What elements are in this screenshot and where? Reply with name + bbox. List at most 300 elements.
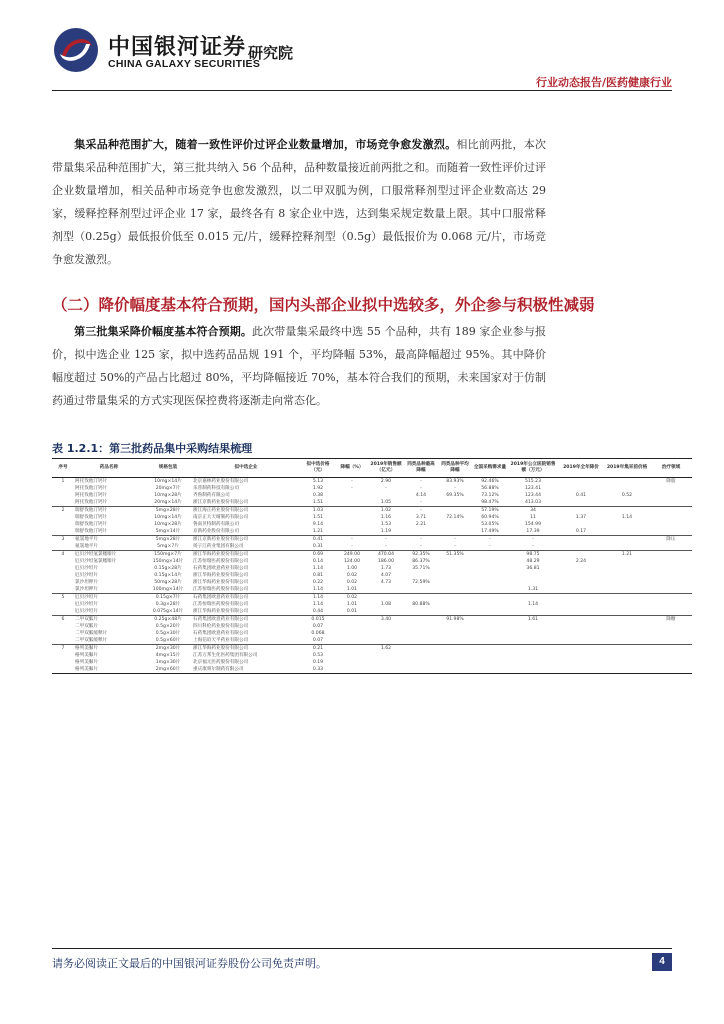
table-row	[52, 485, 692, 492]
table-cell: 1.73	[380, 566, 392, 571]
table-cell: 0.5g×20片	[155, 624, 181, 629]
table-cell	[604, 659, 650, 666]
table-cell: 降压	[666, 537, 676, 542]
table-body	[52, 478, 692, 674]
table-cell	[52, 637, 74, 645]
table-cell: 1mg×30片	[155, 660, 181, 665]
table-cell: 氯沙坦钾片	[74, 586, 144, 594]
table-cell	[472, 623, 508, 630]
table-cell	[508, 630, 558, 637]
table-cell	[438, 601, 472, 608]
table-cell	[650, 507, 692, 515]
table-cell	[558, 485, 604, 492]
table-cell	[604, 499, 650, 507]
table-cell	[558, 666, 604, 674]
table-cell: 厄贝沙坦氢氯噻嗪片	[75, 559, 117, 564]
table-cell: 0.02	[346, 573, 358, 578]
table-cell	[558, 572, 604, 579]
table-cell: 浙江华海药业股份有限公司	[192, 608, 300, 616]
table-cell: 1.01	[336, 586, 368, 594]
paragraph-procurement-scope	[52, 133, 546, 271]
table-cell	[650, 659, 692, 666]
table-row	[52, 623, 692, 630]
table-cell	[438, 623, 472, 630]
table-cell: 1	[61, 479, 65, 484]
table-cell: 北京福元医药股份有限公司	[193, 660, 249, 665]
table-cell: 石药集团欧意药业有限公司	[193, 566, 249, 571]
table-cell: 格列美脲片	[75, 653, 98, 658]
table-header-cell: 拟中选企业	[234, 465, 258, 470]
table-cell: 1.21	[300, 528, 336, 536]
table-cell: 17.49%	[472, 528, 508, 536]
table-cell: 98.75	[526, 552, 540, 557]
table-row	[52, 499, 692, 507]
table-cell	[472, 558, 508, 565]
table-cell: 浙江华海药业股份有限公司	[193, 573, 249, 578]
table-cell: -	[351, 537, 353, 542]
table-cell	[438, 572, 472, 579]
table-cell: 123.41	[524, 486, 542, 491]
table-cell: 1.14	[312, 566, 324, 571]
table-cell	[650, 630, 692, 637]
table-cell: -	[420, 479, 422, 484]
table-cell	[438, 630, 472, 637]
table-cell: 10mg×14片	[154, 515, 182, 520]
table-cell: 83.93%	[446, 479, 464, 484]
table-cell: 1.51	[312, 515, 324, 520]
table-cell	[604, 485, 650, 492]
table-cell	[604, 572, 650, 579]
table-header-cell: 降幅（%）	[340, 465, 364, 470]
table-cell	[404, 572, 438, 579]
table-cell: 0.22	[312, 580, 324, 585]
table-cell: 7	[61, 646, 65, 651]
table-row	[52, 543, 692, 551]
table-cell: 51.35%	[446, 552, 464, 557]
table-cell: 0.01	[336, 608, 368, 616]
table-cell: 1.51	[300, 499, 336, 507]
table-header-cell: 同类品种平均降幅	[441, 462, 469, 473]
paragraph-body: 相比前两批，本次带量集采品种范围扩大，第三批共纳入 56 个品种，品种数量接近前两批之和。而随着一致性评价过评企业数量增加，相关品种市场竞争也愈发激烈，以二甲双胍为例，口服常释剂型过评企业数高达 29 家，缓释控释剂型过评企业 17 家，最终各有 8 家企业中选，达到集采规定数量上限。其中口服常释剂型（0.25g）最低报价低至 0.015 元/片，缓释控释剂型（0.5g）最低报价为 0.068 元/片，市场竞争愈发激烈。	[52, 138, 547, 266]
table-cell	[558, 565, 604, 572]
table-row	[52, 659, 692, 666]
table-cell: 154.99	[524, 522, 542, 527]
table-cell: 3	[61, 537, 65, 542]
table-cell: 石药集团欧意药业有限公司	[193, 617, 249, 622]
table-cell	[508, 623, 558, 630]
table-cell: 35.71%	[412, 566, 430, 571]
table-cell: 1.14	[300, 586, 336, 594]
table-cell: 0.5g×30片	[155, 631, 181, 636]
table-cell: 5mg×7片	[144, 543, 192, 551]
table-row	[52, 565, 692, 572]
table-cell	[558, 551, 604, 559]
table-cell: 1.21	[621, 552, 633, 557]
table-cell	[336, 507, 368, 515]
table-cell: -	[420, 486, 422, 491]
table-cell: 5mg×14片	[144, 528, 192, 536]
table-cell	[438, 528, 472, 536]
table-cell	[438, 659, 472, 666]
table-cell: 69.35%	[446, 493, 464, 498]
table-cell: 扬子江药业集团有限公司	[192, 543, 300, 551]
table-cell	[508, 652, 558, 659]
table-cell	[650, 594, 692, 602]
table-header-cell: 2019年集采前价格	[606, 465, 648, 470]
table-cell	[336, 637, 368, 645]
table-cell	[52, 608, 74, 616]
table-cell: 98.47%	[472, 499, 508, 507]
table-cell	[368, 594, 404, 602]
table-cell	[650, 652, 692, 659]
table-cell: 0.41	[312, 537, 324, 542]
table-cell: 江苏恒瑞医药股份有限公司	[192, 586, 300, 594]
table-cell	[404, 666, 438, 674]
table-cell	[650, 521, 692, 528]
table-cell	[558, 630, 604, 637]
table-cell: 1.03	[312, 508, 324, 513]
table-cell	[558, 536, 604, 544]
table-header-cell: 规格包装	[158, 465, 178, 470]
table-row	[52, 666, 692, 674]
table-cell: 浙江华海药业股份有限公司	[193, 646, 249, 651]
table-cell	[472, 652, 508, 659]
table-cell	[336, 499, 368, 507]
table-cell: 50mg×28片	[154, 580, 182, 585]
table-cell	[52, 659, 74, 666]
table-cell: 150mg×7片	[154, 552, 182, 557]
table-cell: 0.15g×14片	[154, 573, 182, 578]
table-header-cell: 治疗领域	[661, 465, 681, 470]
table-cell: 氯沙坦钾片	[75, 580, 98, 585]
table-cell	[52, 601, 74, 608]
table-cell: -	[420, 537, 422, 542]
page-number: 4	[652, 953, 672, 971]
table-cell: 1.14	[312, 602, 324, 607]
table-cell	[404, 659, 438, 666]
table-cell: 72.59%	[412, 580, 430, 585]
table-row	[52, 558, 692, 565]
table-cell: 515.23	[524, 479, 542, 484]
table-row	[52, 594, 692, 602]
table-cell	[438, 645, 472, 653]
table-cell: 重庆康刻尔制药有限公司	[192, 666, 300, 674]
table-cell: 格列美脲片	[75, 646, 98, 651]
table-cell	[368, 630, 404, 637]
table-cell: 10mg×28片	[154, 522, 182, 527]
table-cell	[404, 630, 438, 637]
table-cell	[404, 608, 438, 616]
table-cell: 阿托伐他汀钙片	[75, 486, 108, 491]
table-cell: 0.14	[312, 559, 324, 564]
table-cell: 124.00	[343, 559, 361, 564]
table-cell: 6	[61, 617, 65, 622]
table-cell	[508, 579, 558, 586]
table-cell: 0.25g×48片	[154, 617, 182, 622]
table-cell	[650, 601, 692, 608]
table-cell	[404, 528, 438, 536]
table-cell: 0.15g×28片	[154, 566, 182, 571]
table-cell	[604, 652, 650, 659]
table-cell	[472, 666, 508, 674]
table-cell: 10mg×14片	[154, 479, 182, 484]
table-cell: 20mg×7片	[155, 486, 181, 491]
table-cell	[604, 507, 650, 515]
table-cell	[604, 543, 650, 551]
table-cell: 阿托伐他汀钙片	[74, 499, 144, 507]
table-cell: 2mg×30片	[155, 646, 181, 651]
table-cell	[404, 645, 438, 653]
table-cell: 0.07	[300, 637, 336, 645]
table-cell: -	[438, 543, 472, 551]
table-cell: 470.04	[377, 552, 395, 557]
table-cell	[472, 608, 508, 616]
table-cell: 江苏万邦生化医药集团有限公司	[193, 653, 258, 658]
table-cell: 0.44	[300, 608, 336, 616]
table-cell: 0.81	[312, 573, 324, 578]
table-cell	[650, 492, 692, 499]
table-cell	[558, 543, 604, 551]
table-cell: 1.16	[380, 515, 392, 520]
table-cell: 0.3g×28片	[155, 602, 181, 607]
table-cell: 瑞舒伐他汀钙片	[75, 522, 108, 527]
table-cell	[336, 652, 368, 659]
table-cell: 2	[61, 508, 65, 513]
table-cell: 齐鲁制药有限公司	[193, 493, 230, 498]
table-row	[52, 492, 692, 499]
table-cell: -	[385, 486, 387, 491]
table-cell: 92.46%	[481, 479, 499, 484]
section-title: （二）降价幅度基本符合预期，国内头部企业拟中选较多，外企参与积极性减弱	[52, 296, 595, 314]
table-row	[52, 528, 692, 536]
table-cell	[604, 528, 650, 536]
table-cell: -	[404, 499, 438, 507]
table-cell	[404, 652, 438, 659]
table-cell	[558, 579, 604, 586]
table-cell	[650, 543, 692, 551]
brand-name-en: CHINA GALAXY SECURITIES	[108, 58, 261, 70]
table-header-cell: 同类品种最高降幅	[407, 462, 435, 473]
table-cell	[336, 630, 368, 637]
table-header-cell: 序号	[58, 465, 68, 470]
table-cell	[650, 586, 692, 594]
paragraph-body: 此次带量集采最终中选 55 个品种，共有 189 家企业参与报价，拟中选企业 125 家，拟中选药品品规 191 个，平均降幅 53%，最高降幅超过 95%。其中降价幅度超过 50%的产品占比超过 80%，平均降幅接近 70%，基本符合我们的预期，未来国家对于仿制药通过带量集采的方式实现医保控费将逐渐走向常态化。	[52, 325, 546, 407]
table-cell: 浙江京新药业股份有限公司	[192, 499, 300, 507]
table-cell	[558, 586, 604, 594]
institute-label: 研究院	[248, 44, 294, 62]
table-cell: -	[385, 537, 387, 542]
table-cell	[604, 521, 650, 528]
table-cell: 瑞舒伐他汀钙片	[75, 508, 108, 513]
table-cell	[336, 659, 368, 666]
table-cell: 1.37	[575, 515, 587, 520]
table-cell	[604, 630, 650, 637]
table-cell	[472, 572, 508, 579]
table-cell: 石药集团欧意药业有限公司	[193, 631, 249, 636]
table-cell: 2.21	[415, 522, 427, 527]
table-cell: 厄贝沙坦片	[75, 573, 98, 578]
table-cell: 34	[530, 508, 536, 513]
table-cell	[438, 666, 472, 674]
table-row	[52, 637, 692, 645]
table-cell	[52, 666, 74, 674]
table-cell	[650, 551, 692, 559]
table-cell	[650, 528, 692, 536]
table-cell: 100mg×14片	[144, 586, 192, 594]
table-cell	[558, 601, 604, 608]
table-cell	[52, 558, 74, 565]
table-cell	[604, 601, 650, 608]
table-cell	[472, 645, 508, 653]
brand-name-cn: 中国银河证券	[108, 35, 247, 60]
table-cell: 5.13	[312, 479, 324, 484]
table-cell: 京新药业股份有限公司	[192, 528, 300, 536]
table-cell	[52, 652, 74, 659]
table-cell	[604, 616, 650, 624]
table-cell	[438, 579, 472, 586]
table-cell	[438, 507, 472, 515]
table-cell: -	[532, 537, 534, 542]
results-table-wrap	[52, 458, 688, 674]
table-cell	[472, 601, 508, 608]
table-cell	[368, 666, 404, 674]
paragraph-lead: 第三批集采降价幅度基本符合预期。	[74, 325, 253, 338]
table-cell	[438, 608, 472, 616]
table-cell	[52, 623, 74, 630]
table-cell	[558, 507, 604, 515]
table-cell	[558, 521, 604, 528]
table-cell: 0.38	[312, 493, 324, 498]
table-cell: 36.81	[526, 566, 540, 571]
table-cell	[650, 645, 692, 653]
table-cell: 53.05%	[481, 522, 499, 527]
table-cell: 石药集团欧意药业有限公司	[193, 595, 249, 600]
table-cell: 80.88%	[412, 602, 430, 607]
table-cell	[336, 666, 368, 674]
table-cell: 浙江华海药业股份有限公司	[193, 552, 249, 557]
footer-divider	[52, 948, 672, 949]
table-cell: 1.19	[368, 528, 404, 536]
table-cell	[558, 637, 604, 645]
table-cell: 2mg×60片	[144, 666, 192, 674]
table-cell: 0.41	[575, 493, 587, 498]
table-cell: 249.00	[343, 552, 361, 557]
table-cell	[368, 652, 404, 659]
table-cell: -	[404, 543, 438, 551]
table-cell	[604, 623, 650, 630]
table-cell	[438, 521, 472, 528]
table-cell: 0.31	[300, 543, 336, 551]
table-cell	[604, 637, 650, 645]
table-cell	[52, 565, 74, 572]
table-cell: 0.53	[312, 653, 324, 658]
table-cell	[472, 616, 508, 624]
table-cell: 格列美脲片	[75, 660, 98, 665]
table-cell: 降糖	[666, 617, 676, 622]
table-header-cell: 2019年公立医院销售额（万元）	[510, 462, 556, 473]
table-row	[52, 586, 692, 594]
table-cell	[438, 594, 472, 602]
table-cell	[368, 623, 404, 630]
table-cell: 186.00	[377, 559, 395, 564]
table-cell	[404, 623, 438, 630]
table-cell	[404, 594, 438, 602]
table-cell: 10mg×28片	[154, 493, 182, 498]
table-cell: 2.24	[575, 559, 587, 564]
table-cell: 1.53	[380, 522, 392, 527]
table-cell: 二甲双胍片	[75, 617, 98, 622]
table-cell: 48.29	[526, 559, 540, 564]
table-row	[52, 601, 692, 608]
paragraph-price-cut	[52, 320, 546, 412]
table-cell	[604, 536, 650, 544]
table-cell	[604, 579, 650, 586]
table-cell: 60.94%	[481, 515, 499, 520]
table-cell	[336, 521, 368, 528]
table-cell: 9.14	[312, 522, 324, 527]
table-cell	[438, 637, 472, 645]
table-cell: 1.31	[508, 586, 558, 594]
table-cell	[604, 586, 650, 594]
table-cell	[508, 659, 558, 666]
table-cell: 四川科伦药业股份有限公司	[193, 624, 249, 629]
table-cell: 江苏恒瑞医药股份有限公司	[193, 559, 249, 564]
table-cell: 厄贝沙坦片	[75, 595, 98, 600]
table-cell: -	[368, 543, 404, 551]
table-cell	[604, 594, 650, 602]
table-cell: 0.02	[346, 580, 358, 585]
table-cell: 86.37%	[412, 559, 430, 564]
table-cell: -	[454, 486, 456, 491]
table-cell	[650, 608, 692, 616]
table-cell	[650, 572, 692, 579]
table-cell	[438, 558, 472, 565]
table-cell	[368, 492, 404, 499]
table-cell: 0.69	[312, 552, 324, 557]
table-cell	[52, 579, 74, 586]
table-cell: 氨氯地平片	[75, 537, 98, 542]
table-cell: 123.44	[524, 493, 542, 498]
table-cell	[604, 608, 650, 616]
table-cell	[650, 565, 692, 572]
table-cell: 二甲双胍缓释片	[74, 637, 144, 645]
table-cell: 乐普制药科技有限公司	[193, 486, 239, 491]
table-row	[52, 536, 692, 544]
table-row	[52, 645, 692, 653]
table-cell: 20mg×14片	[144, 499, 192, 507]
table-row	[52, 608, 692, 616]
table-cell: 5mg×28片	[155, 508, 181, 513]
table-cell: 4.07	[380, 573, 392, 578]
table-cell	[508, 594, 558, 602]
table-row	[52, 521, 692, 528]
table-cell: 0.52	[621, 493, 633, 498]
table-cell	[650, 558, 692, 565]
table-cell	[650, 623, 692, 630]
table-cell: 上海信谊天平药业有限公司	[192, 637, 300, 645]
galaxy-logo-icon	[52, 26, 100, 74]
table-cell: 413.03	[508, 499, 558, 507]
table-cell: -	[472, 543, 508, 551]
table-row	[52, 652, 692, 659]
table-cell	[508, 608, 558, 616]
table-cell	[472, 637, 508, 645]
table-cell	[336, 623, 368, 630]
table-row	[52, 507, 692, 515]
table-row	[52, 478, 692, 486]
table-cell	[52, 499, 74, 507]
table-cell: -	[489, 537, 491, 542]
